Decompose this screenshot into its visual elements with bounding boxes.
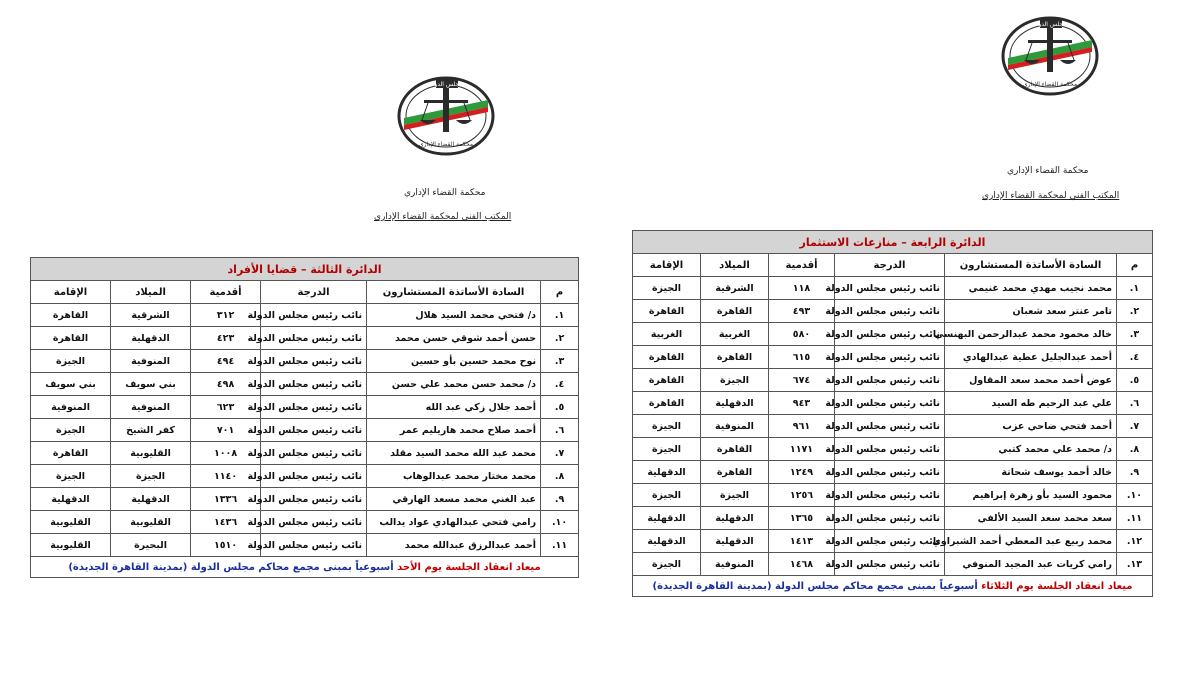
table-row (633, 507, 1153, 530)
birthplace: الدقهلية (111, 488, 191, 511)
seniority: ٤٩٣ (769, 300, 835, 323)
seniority: ١٢٥٦ (769, 484, 835, 507)
seniority: ٦٧٤ (769, 369, 835, 392)
residence: الجيزة (633, 415, 701, 438)
grade: نائب رئيس مجلس الدولة (835, 553, 945, 576)
table-row (633, 484, 1153, 507)
seniority: ١٢٤٩ (769, 461, 835, 484)
table-row (31, 511, 579, 534)
grade: نائب رئيس مجلس الدولة (835, 392, 945, 415)
technical-office-subtitle: المكتب الفني لمحكمة القضاء الإداري (374, 212, 512, 222)
row-index: ٨. (1117, 438, 1153, 461)
residence: الجيزة (31, 419, 111, 442)
session-location: أسبوعياً بمبنى مجمع محاكم مجلس الدولة (بمدينة القاهرة الجديدة) (652, 580, 978, 592)
birthplace: القاهرة (701, 346, 769, 369)
counselor-name: د/ محمد حسن محمد علي حسن (367, 373, 541, 396)
seniority: ١٠٠٨ (191, 442, 261, 465)
birthplace: الشرقية (111, 304, 191, 327)
row-index: ٩. (541, 488, 579, 511)
seniority: ٥٨٠ (769, 323, 835, 346)
counselor-name: عبد الغني محمد مسعد الهارقي (367, 488, 541, 511)
seniority: ٣١٢ (191, 304, 261, 327)
row-index: ٤. (1117, 346, 1153, 369)
counselor-name: حسن أحمد شوقي حسن محمد (367, 327, 541, 350)
row-index: ١٠. (541, 511, 579, 534)
grade: نائب رئيس مجلس الدولة (261, 327, 367, 350)
counselor-name: تامر عنتر سعد شعبان (945, 300, 1117, 323)
seniority: ٦١٥ (769, 346, 835, 369)
residence: القاهرة (31, 304, 111, 327)
birthplace: القاهرة (701, 300, 769, 323)
court-subtitle: محكمة القضاء الإداري (404, 188, 486, 198)
table-row (633, 415, 1153, 438)
row-index: ١٠. (1117, 484, 1153, 507)
logo-emblem-text: مجلس الدولة (429, 81, 463, 88)
session-day: يوم الثلاثاء (981, 580, 1034, 592)
birthplace: الدقهلية (111, 327, 191, 350)
table-row (31, 327, 579, 350)
row-index: ٥. (1117, 369, 1153, 392)
residence: الجيزة (633, 438, 701, 461)
birthplace: القاهرة (701, 438, 769, 461)
counselor-name: محمد نجيب مهدي محمد غنيمي (945, 277, 1117, 300)
grade: نائب رئيس مجلس الدولة (835, 277, 945, 300)
table-row (31, 396, 579, 419)
col-index: م (1117, 254, 1153, 277)
residence: القليوبية (31, 511, 111, 534)
col-grade: الدرجة (835, 254, 945, 277)
counselor-name: نوح محمد حسين بأو حسين (367, 350, 541, 373)
residence: المنوفية (31, 396, 111, 419)
grade: نائب رئيس مجلس الدولة (835, 323, 945, 346)
session-schedule-note (31, 557, 579, 578)
birthplace: الدقهلية (701, 507, 769, 530)
col-grade: الدرجة (261, 281, 367, 304)
counselor-name: أحمد صلاح محمد هاريليم عمر (367, 419, 541, 442)
grade: نائب رئيس مجلس الدولة (835, 369, 945, 392)
grade: نائب رئيس مجلس الدولة (835, 415, 945, 438)
table-row (31, 488, 579, 511)
col-residence: الإقامة (31, 281, 111, 304)
counselor-name: علي عبد الرحيم طه السيد (945, 392, 1117, 415)
table-caption: الدائرة الثالثة – قضايا الأفراد (31, 258, 579, 281)
grade: نائب رئيس مجلس الدولة (261, 373, 367, 396)
seniority: ١١٤٠ (191, 465, 261, 488)
residence: القاهرة (633, 300, 701, 323)
table-row (31, 304, 579, 327)
grade: نائب رئيس مجلس الدولة (835, 530, 945, 553)
counselor-name: رامي فتحي عبدالهادي عواد يدالب (367, 511, 541, 534)
court-emblem-logo (994, 10, 1106, 100)
column-header-row (31, 281, 579, 304)
residence: الدقهلية (633, 507, 701, 530)
row-index: ٢. (1117, 300, 1153, 323)
grade: نائب رئيس مجلس الدولة (261, 396, 367, 419)
birthplace: المنوفية (701, 415, 769, 438)
counselor-name: أحمد عبدالجليل عطية عبدالهادي (945, 346, 1117, 369)
session-label: ميعاد انعقاد الجلسة (445, 561, 541, 573)
birthplace: الدقهلية (701, 530, 769, 553)
grade: نائب رئيس مجلس الدولة (835, 484, 945, 507)
session-location: أسبوعياً بمبنى مجمع محاكم مجلس الدولة (بمدينة القاهرة الجديدة) (68, 561, 394, 573)
table-row (31, 419, 579, 442)
residence: القاهرة (633, 369, 701, 392)
grade: نائب رئيس مجلس الدولة (835, 300, 945, 323)
birthplace: الجيزة (701, 484, 769, 507)
seniority: ٤٩٤ (191, 350, 261, 373)
residence: الجيزة (31, 465, 111, 488)
technical-office-subtitle: المكتب الفني لمحكمة القضاء الإداري (982, 191, 1120, 201)
grade: نائب رئيس مجلس الدولة (835, 346, 945, 369)
counselor-name: أحمد عبدالرزق عبدالله محمد (367, 534, 541, 557)
seniority: ١١٧١ (769, 438, 835, 461)
table-caption: الدائرة الرابعة – منازعات الاستثمار (633, 231, 1153, 254)
column-header-row (633, 254, 1153, 277)
residence: القاهرة (31, 442, 111, 465)
row-index: ١٣. (1117, 553, 1153, 576)
table-row (633, 346, 1153, 369)
counselor-name: محمد مختار محمد عبدالوهاب (367, 465, 541, 488)
row-index: ٣. (1117, 323, 1153, 346)
grade: نائب رئيس مجلس الدولة (261, 350, 367, 373)
table-row (633, 277, 1153, 300)
counselor-name: عوض أحمد محمد سعد المقاول (945, 369, 1117, 392)
birthplace: البحيرة (111, 534, 191, 557)
counselor-name: خالد محمود محمد عبدالرحمن البهنسي (945, 323, 1117, 346)
row-index: ٩. (1117, 461, 1153, 484)
session-label: ميعاد انعقاد الجلسة (1037, 580, 1133, 592)
counselor-name: محمد عبد الله محمد السيد مقلد (367, 442, 541, 465)
col-birthplace: الميلاد (701, 254, 769, 277)
counselor-name: محمد ربيع عبد المعطي أحمد الشبراوي (945, 530, 1117, 553)
birthplace: الجيزة (701, 369, 769, 392)
residence: بني سويف (31, 373, 111, 396)
col-name: السادة الأساتذة المستشارون (367, 281, 541, 304)
grade: نائب رئيس مجلس الدولة (261, 511, 367, 534)
session-day: يوم الأحد (397, 561, 442, 573)
residence: الغربية (633, 323, 701, 346)
row-index: ٨. (541, 465, 579, 488)
birthplace: القليوبية (111, 442, 191, 465)
birthplace: الدقهلية (701, 392, 769, 415)
residence: الجيزة (633, 277, 701, 300)
residence: القاهرة (31, 327, 111, 350)
residence: القليوبية (31, 534, 111, 557)
residence: القاهرة (633, 346, 701, 369)
table-row (31, 465, 579, 488)
row-index: ٢. (541, 327, 579, 350)
table-row (633, 553, 1153, 576)
seniority: ١٤٦٨ (769, 553, 835, 576)
seniority: ٩٤٣ (769, 392, 835, 415)
birthplace: القاهرة (701, 461, 769, 484)
table-row (633, 300, 1153, 323)
grade: نائب رئيس مجلس الدولة (261, 534, 367, 557)
row-index: ٦. (1117, 392, 1153, 415)
grade: نائب رئيس مجلس الدولة (261, 442, 367, 465)
row-index: ٦. (541, 419, 579, 442)
table-row (633, 323, 1153, 346)
logo-sub-text: محكمة القضاء الإداري (1022, 81, 1078, 88)
seniority: ٦٢٣ (191, 396, 261, 419)
seniority: ١٣٣٦ (191, 488, 261, 511)
table-row (633, 461, 1153, 484)
circuit-four-table (632, 230, 1153, 597)
grade: نائب رئيس مجلس الدولة (261, 304, 367, 327)
grade: نائب رئيس مجلس الدولة (261, 419, 367, 442)
birthplace: المنوفية (701, 553, 769, 576)
col-index: م (541, 281, 579, 304)
birthplace: الشرقية (701, 277, 769, 300)
grade: نائب رئيس مجلس الدولة (835, 461, 945, 484)
seniority: ٧٠١ (191, 419, 261, 442)
row-index: ١١. (1117, 507, 1153, 530)
seniority: ١٣٦٥ (769, 507, 835, 530)
seniority: ٩٦١ (769, 415, 835, 438)
col-seniority: أقدمية (191, 281, 261, 304)
table-row (633, 392, 1153, 415)
residence: الدقهلية (31, 488, 111, 511)
counselor-name: محمود السيد بأو زهرة إبراهيم (945, 484, 1117, 507)
counselor-name: رامي كريات عبد المجيد المنوفي (945, 553, 1117, 576)
grade: نائب رئيس مجلس الدولة (261, 488, 367, 511)
birthplace: الغربية (701, 323, 769, 346)
birthplace: كفر الشيخ (111, 419, 191, 442)
counselor-name: سعد محمد سعد السيد الألفي (945, 507, 1117, 530)
circuit-three-table (30, 257, 579, 578)
logo-sub-text: محكمة القضاء الإداري (418, 141, 474, 148)
row-index: ١. (1117, 277, 1153, 300)
residence: الجيزة (633, 553, 701, 576)
row-index: ١١. (541, 534, 579, 557)
seniority: ١٥١٠ (191, 534, 261, 557)
table-row (31, 534, 579, 557)
table-row (31, 350, 579, 373)
grade: نائب رئيس مجلس الدولة (835, 438, 945, 461)
seniority: ١٤١٣ (769, 530, 835, 553)
seniority: ١١٨ (769, 277, 835, 300)
court-emblem-logo (390, 70, 502, 160)
row-index: ٧. (541, 442, 579, 465)
residence: الجيزة (633, 484, 701, 507)
row-index: ١. (541, 304, 579, 327)
table-row (31, 373, 579, 396)
row-index: ٤. (541, 373, 579, 396)
grade: نائب رئيس مجلس الدولة (835, 507, 945, 530)
birthplace: القليوبية (111, 511, 191, 534)
row-index: ٧. (1117, 415, 1153, 438)
seniority: ١٤٣٦ (191, 511, 261, 534)
grade: نائب رئيس مجلس الدولة (261, 465, 367, 488)
session-schedule-note (633, 576, 1153, 597)
seniority: ٤٢٣ (191, 327, 261, 350)
residence: الدقهلية (633, 461, 701, 484)
counselor-name: أحمد فتحي ضاحي عزب (945, 415, 1117, 438)
birthplace: المنوفية (111, 350, 191, 373)
counselor-name: د/ فتحي محمد السيد هلال (367, 304, 541, 327)
col-name: السادة الأساتذة المستشارون (945, 254, 1117, 277)
table-row (633, 369, 1153, 392)
table-row (633, 530, 1153, 553)
residence: القاهرة (633, 392, 701, 415)
row-index: ٥. (541, 396, 579, 419)
seniority: ٤٩٨ (191, 373, 261, 396)
logo-emblem-text: مجلس الدولة (1033, 21, 1067, 28)
col-residence: الإقامة (633, 254, 701, 277)
table-row (31, 442, 579, 465)
row-index: ١٢. (1117, 530, 1153, 553)
birthplace: المنوفية (111, 396, 191, 419)
residence: الدقهلية (633, 530, 701, 553)
counselor-name: أحمد جلال زكي عبد الله (367, 396, 541, 419)
birthplace: الجيزة (111, 465, 191, 488)
col-seniority: أقدمية (769, 254, 835, 277)
court-subtitle: محكمة القضاء الإداري (1007, 166, 1089, 176)
counselor-name: خالد أحمد يوسف شحاتة (945, 461, 1117, 484)
residence: الجيزة (31, 350, 111, 373)
table-row (633, 438, 1153, 461)
counselor-name: د/ محمد علي محمد كتبي (945, 438, 1117, 461)
col-birthplace: الميلاد (111, 281, 191, 304)
birthplace: بني سويف (111, 373, 191, 396)
row-index: ٣. (541, 350, 579, 373)
